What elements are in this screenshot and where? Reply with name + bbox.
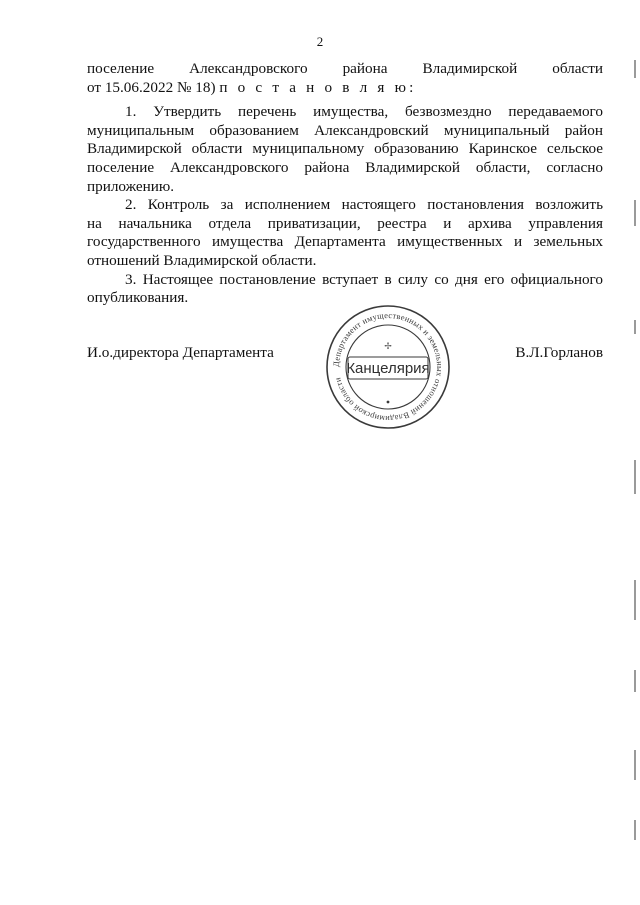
paragraph-line: Владимирской области муниципальному образованию Каринское сельское	[87, 140, 603, 158]
stamp-emblem-mark: ✢	[384, 342, 392, 352]
signature-name: В.Л.Горланов	[515, 344, 603, 361]
paragraph-2	[87, 196, 603, 270]
document-body	[87, 60, 603, 308]
page-number: 2	[316, 34, 324, 49]
paragraph-line: на начальника отдела приватизации, реестра и архива управления	[87, 214, 603, 232]
paragraph-line: 2. Контроль за исполнением настоящего постановления возложить	[125, 196, 603, 214]
paragraph-line: приложению.	[87, 177, 175, 195]
paragraph-line: поселение Александровского района Владимирской области, согласно	[87, 158, 603, 176]
intro-line-1: поселение Александровского района Владимирской области	[87, 60, 603, 77]
paragraph-line: опубликования.	[87, 289, 189, 307]
intro-line-2-text: от 15.06.2022 № 18)	[87, 78, 216, 96]
intro-line-2	[87, 79, 603, 98]
stamp-dot	[387, 401, 390, 404]
scan-margin-marks	[634, 60, 638, 860]
office-stamp	[324, 303, 452, 431]
stamp-ring-text: Департамент имущественных и земельных отношений Владимирской области	[331, 310, 445, 424]
paragraph-line: 3. Настоящее постановление вступает в силу со дня его официального	[125, 270, 603, 288]
paragraph-line: государственного имущества Департамента имущественных и земельных	[87, 233, 603, 251]
stamp-center-text: Канцелярия	[346, 360, 430, 377]
paragraph-line: муниципальным образованием Александровский муниципальный район	[87, 121, 603, 139]
paragraph-1	[87, 103, 603, 196]
paragraph-line: отношений Владимирской области.	[87, 251, 317, 269]
paragraph-line: 1. Утвердить перечень имущества, безвозмездно передаваемого	[125, 103, 603, 121]
decree-word: п о с т а н о в л я ю:	[219, 78, 417, 96]
signature-role: И.о.директора Департамента	[87, 344, 274, 361]
